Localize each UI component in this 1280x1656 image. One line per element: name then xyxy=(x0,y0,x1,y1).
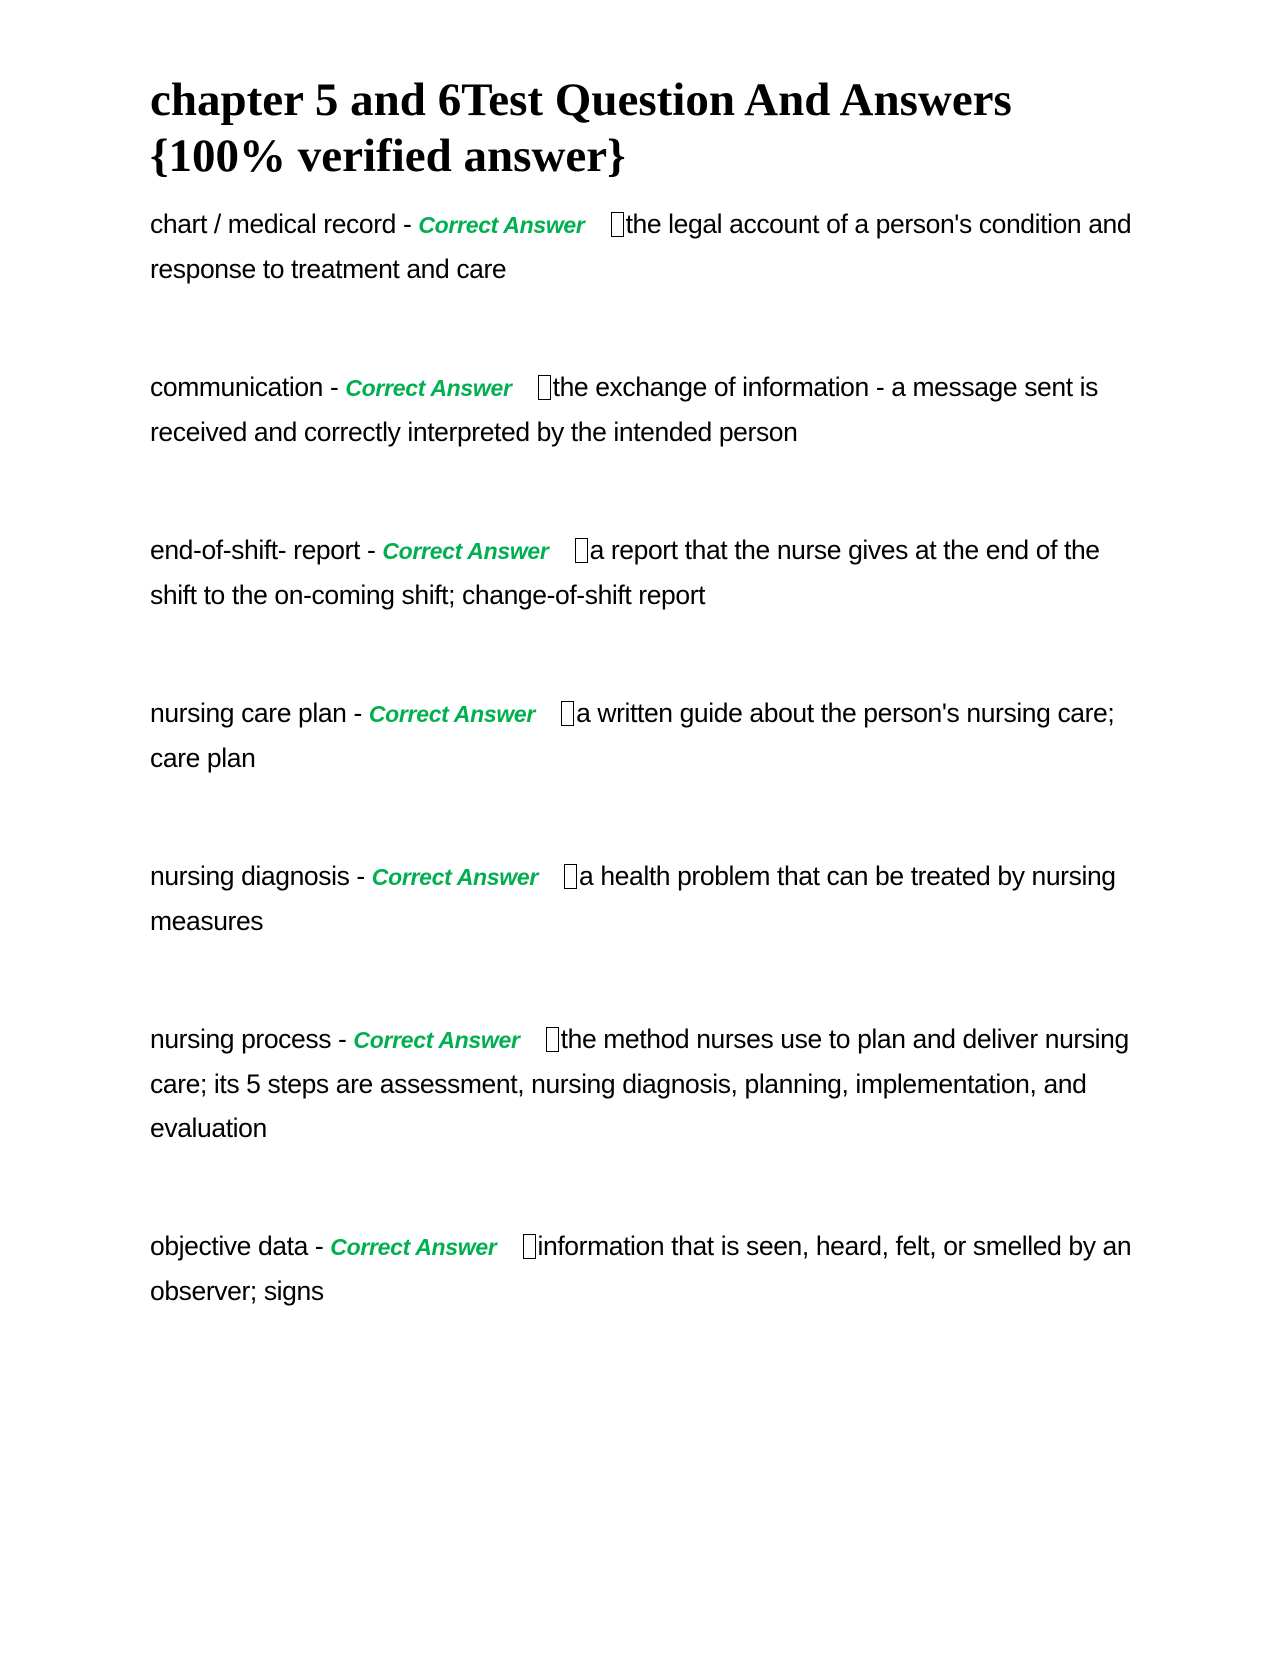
term: chart / medical record - xyxy=(150,209,419,239)
correct-answer-label: Correct Answer xyxy=(418,212,585,238)
document-page xyxy=(150,72,1135,1387)
missing-glyph-box-icon xyxy=(523,1234,536,1259)
document-title: chapter 5 and 6Test Question And Answers {100% verified answer} xyxy=(150,74,1012,182)
qa-entry xyxy=(150,1224,1135,1313)
term: nursing diagnosis - xyxy=(150,861,372,891)
definition: a written guide about the person's nursing care; care plan xyxy=(150,698,1115,773)
definition: the exchange of information - a message sent is received and correctly interpreted by the intended person xyxy=(150,372,1098,447)
qa-entry xyxy=(150,528,1135,617)
definition: a health problem that can be treated by nursing measures xyxy=(150,861,1116,936)
missing-glyph-box-icon xyxy=(561,701,574,726)
correct-answer-label: Correct Answer xyxy=(371,864,539,890)
term: communication - xyxy=(150,372,346,402)
definition: a report that the nurse gives at the end of the shift to the on-coming shift; change-of-shift report xyxy=(150,535,1100,610)
missing-glyph-box-icon xyxy=(564,864,577,889)
missing-glyph-box-icon xyxy=(546,1027,559,1052)
term: objective data - xyxy=(150,1231,331,1261)
missing-glyph-box-icon xyxy=(538,375,551,400)
qa-entry xyxy=(150,854,1135,943)
qa-entry xyxy=(150,691,1135,780)
qa-entry xyxy=(150,202,1135,291)
entry-list xyxy=(150,202,1135,1313)
missing-glyph-box-icon xyxy=(611,212,624,237)
correct-answer-label: Correct Answer xyxy=(368,701,536,727)
term: nursing process - xyxy=(150,1024,354,1054)
correct-answer-label: Correct Answer xyxy=(330,1234,497,1260)
missing-glyph-box-icon xyxy=(575,538,588,563)
definition: information that is seen, heard, felt, or smelled by an observer; signs xyxy=(150,1231,1132,1306)
correct-answer-label: Correct Answer xyxy=(353,1027,520,1053)
term: end-of-shift- report - xyxy=(150,535,383,565)
definition: the method nurses use to plan and deliver nursing care; its 5 steps are assessment, nursing diagnosis, planning, implementation, and evaluation xyxy=(150,1024,1129,1143)
qa-entry xyxy=(150,1017,1135,1150)
correct-answer-label: Correct Answer xyxy=(345,375,512,401)
definition: the legal account of a person's condition and response to treatment and care xyxy=(150,209,1132,284)
correct-answer-label: Correct Answer xyxy=(382,538,549,564)
term: nursing care plan - xyxy=(150,698,369,728)
qa-entry xyxy=(150,365,1135,454)
